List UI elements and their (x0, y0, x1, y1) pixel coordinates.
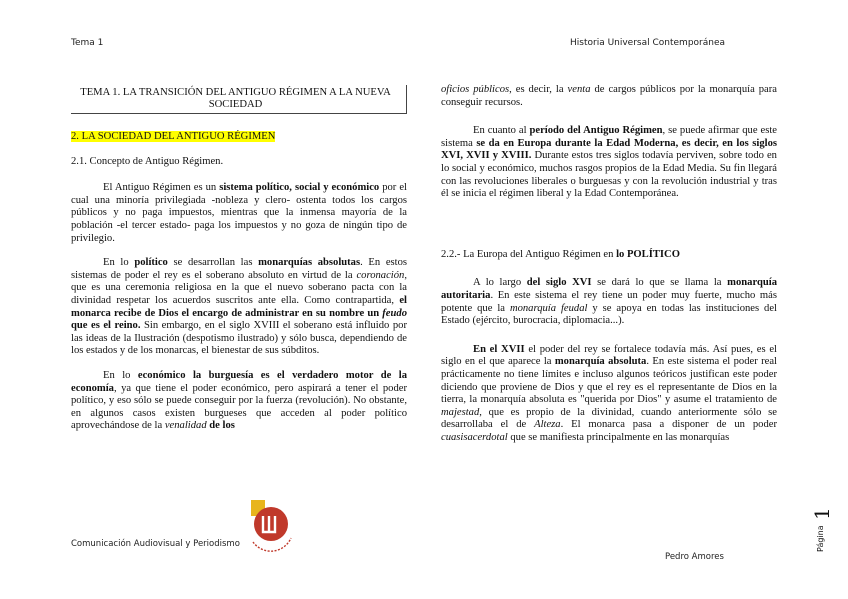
bold-text: económico la burguesía es el verdadero motor de la economía (71, 369, 407, 394)
footer-right: Pedro Amores (665, 552, 724, 562)
bold-text: de los (206, 420, 235, 432)
bold-italic-text: feudo (382, 307, 407, 319)
italic-text: majestad (441, 406, 480, 418)
paragraph-siglo-xvi (441, 277, 777, 327)
text: se dará lo que se llama la (591, 277, 728, 289)
text: y se apoya en todas las instituciones del Estado (ejército, burocracia, diplomacia...). (441, 302, 777, 327)
text: , es decir, la (509, 84, 568, 95)
text: por el cual una minoría privilegiada -nobleza y clero- ostenta todos los cargos públicos y no paga impuestos, mientras que la inmensa mayoría de la población -el tercer estado- paga los impuestos y no goza de ningún tipo de privilegio. (71, 182, 407, 244)
bold-text: sistema político, social y económico (219, 182, 380, 194)
text: el poder del rey se fortalece todavía más. Así pues, es el siglo en el que aparece la (441, 343, 777, 368)
italic-text: venta (567, 84, 591, 95)
right-column (441, 84, 777, 456)
text: En cuanto al (473, 125, 530, 137)
text: Sin embargo, en el siglo XVIII el soberano está influido por las ideas de la Ilustración (despotismo ilustrado) y sólo busca, dependiendo de los estados y de los monarcas, el bienestar de sus súbditos. (71, 320, 407, 357)
text: que se manifiesta principalmente en las monarquías (507, 431, 730, 443)
page-label: Página (816, 525, 825, 552)
bold-text: que es el reino. (71, 320, 141, 332)
bold-text: monarquía absoluta (554, 356, 647, 368)
bold-text: el monarca recibe de Dios el encargo de administrar en su nombre un (71, 294, 407, 319)
text: , se puede afirmar que este sistema (441, 125, 777, 149)
italic-text: Alteza (534, 419, 561, 431)
header-right: Historia Universal Contemporánea (570, 38, 726, 48)
paragraph-siglo-xvii (441, 344, 777, 445)
text: En lo (103, 369, 138, 381)
paragraph-economico (71, 370, 407, 433)
bold-text: monarquía autoritaria (441, 277, 777, 301)
logo-red-circle (254, 507, 288, 541)
text: , que es una ceremonia religiosa en la que el nuevo soberano pacta con la divinidad respetar los acuerdos suscritos ante ella. Como contrapartida, (71, 269, 407, 306)
text: . En estos sistemas de poder el rey es el soberano absoluto en virtud de la (71, 257, 408, 281)
text: . En este sistema el rey tiene un poder muy fuerte, mucho más potente que la (441, 289, 777, 314)
document-title: TEMA 1. LA TRANSICIÓN DEL ANTIGUO RÉGIMEN A LA NUEVA SOCIEDAD (71, 85, 407, 114)
bold-text: monarquías absolutas (258, 257, 361, 269)
page-number-value: 1 (810, 507, 834, 520)
subsection-heading-2-2 (441, 249, 777, 262)
italic-text: cuasisacerdotal (441, 431, 508, 443)
text: En lo (103, 257, 135, 269)
subsection-heading-2-1: 2.1. Concepto de Antiguo Régimen. (71, 155, 224, 167)
bold-text: lo POLÍTICO (616, 248, 680, 260)
bold-text: período del Antiguo Régimen (529, 125, 663, 137)
paragraph-continuation (441, 84, 777, 109)
page-number (806, 492, 836, 552)
university-logo (241, 498, 297, 554)
highlighted-section-title: 2. LA SOCIEDAD DEL ANTIGUO RÉGIMEN (71, 131, 276, 142)
text: Durante estos tres siglos todavía perviven, sobre todo en lo social y económico, muchos rasgos propios de la Edad Media. Su fin llegará con las revoluciones liberales o burguesas y con la revolución industrial y tras él se inicia el régimen liberal y la Edad Contemporánea. (441, 150, 777, 200)
bold-text: En el XVII (473, 343, 525, 355)
paragraph-concept (71, 182, 407, 245)
text: . En este sistema el poder real prácticamente no tiene límites e incluso algunos teóricos justifican este poder diciendo que proviene de Dios y que el rey es el representante de Dios en la tierra, la monarquía absoluta es "querida por Dios" y asume el tratamiento de (441, 356, 777, 406)
text: 2.2.- La Europa del Antiguo Régimen en (441, 248, 617, 260)
footer-left: Comunicación Audiovisual y Periodismo (71, 539, 240, 549)
italic-text: coronación (356, 269, 405, 281)
paragraph-politico (71, 257, 407, 358)
left-column (71, 84, 407, 445)
section-heading (71, 131, 407, 144)
text: se desarrollan las (167, 257, 259, 269)
bold-text: del siglo XVI (526, 277, 592, 289)
italic-text: oficios públicos (441, 84, 510, 95)
text: A lo largo (473, 277, 527, 289)
bold-text: político (134, 257, 168, 269)
italic-text: monarquía feudal (509, 302, 588, 314)
text: El Antiguo Régimen es un (103, 182, 220, 194)
text: . El monarca pasa a disponer de un poder (560, 419, 777, 431)
text: , ya que tiene el poder económico, pero aspirará a tener el poder político, y eso sólo se puede conseguir por la fuerza (revolución). No obstante, en algunos casos existen burgueses que acceden al poder político aprovechándose de la (71, 382, 407, 432)
text: , que es propio de la divinidad, cuando anteriormente sólo se desarrollaba el de (441, 406, 777, 431)
bold-text: se da en Europa durante la Edad Moderna, es decir, en los siglos XVI, XVII y XVIII. (441, 137, 777, 162)
paragraph-periodo (441, 125, 777, 201)
text: de cargos públicos por la monarquía para conseguir recursos. (441, 84, 777, 108)
header-left: Tema 1 (71, 38, 104, 48)
italic-text: venalidad (164, 420, 207, 432)
